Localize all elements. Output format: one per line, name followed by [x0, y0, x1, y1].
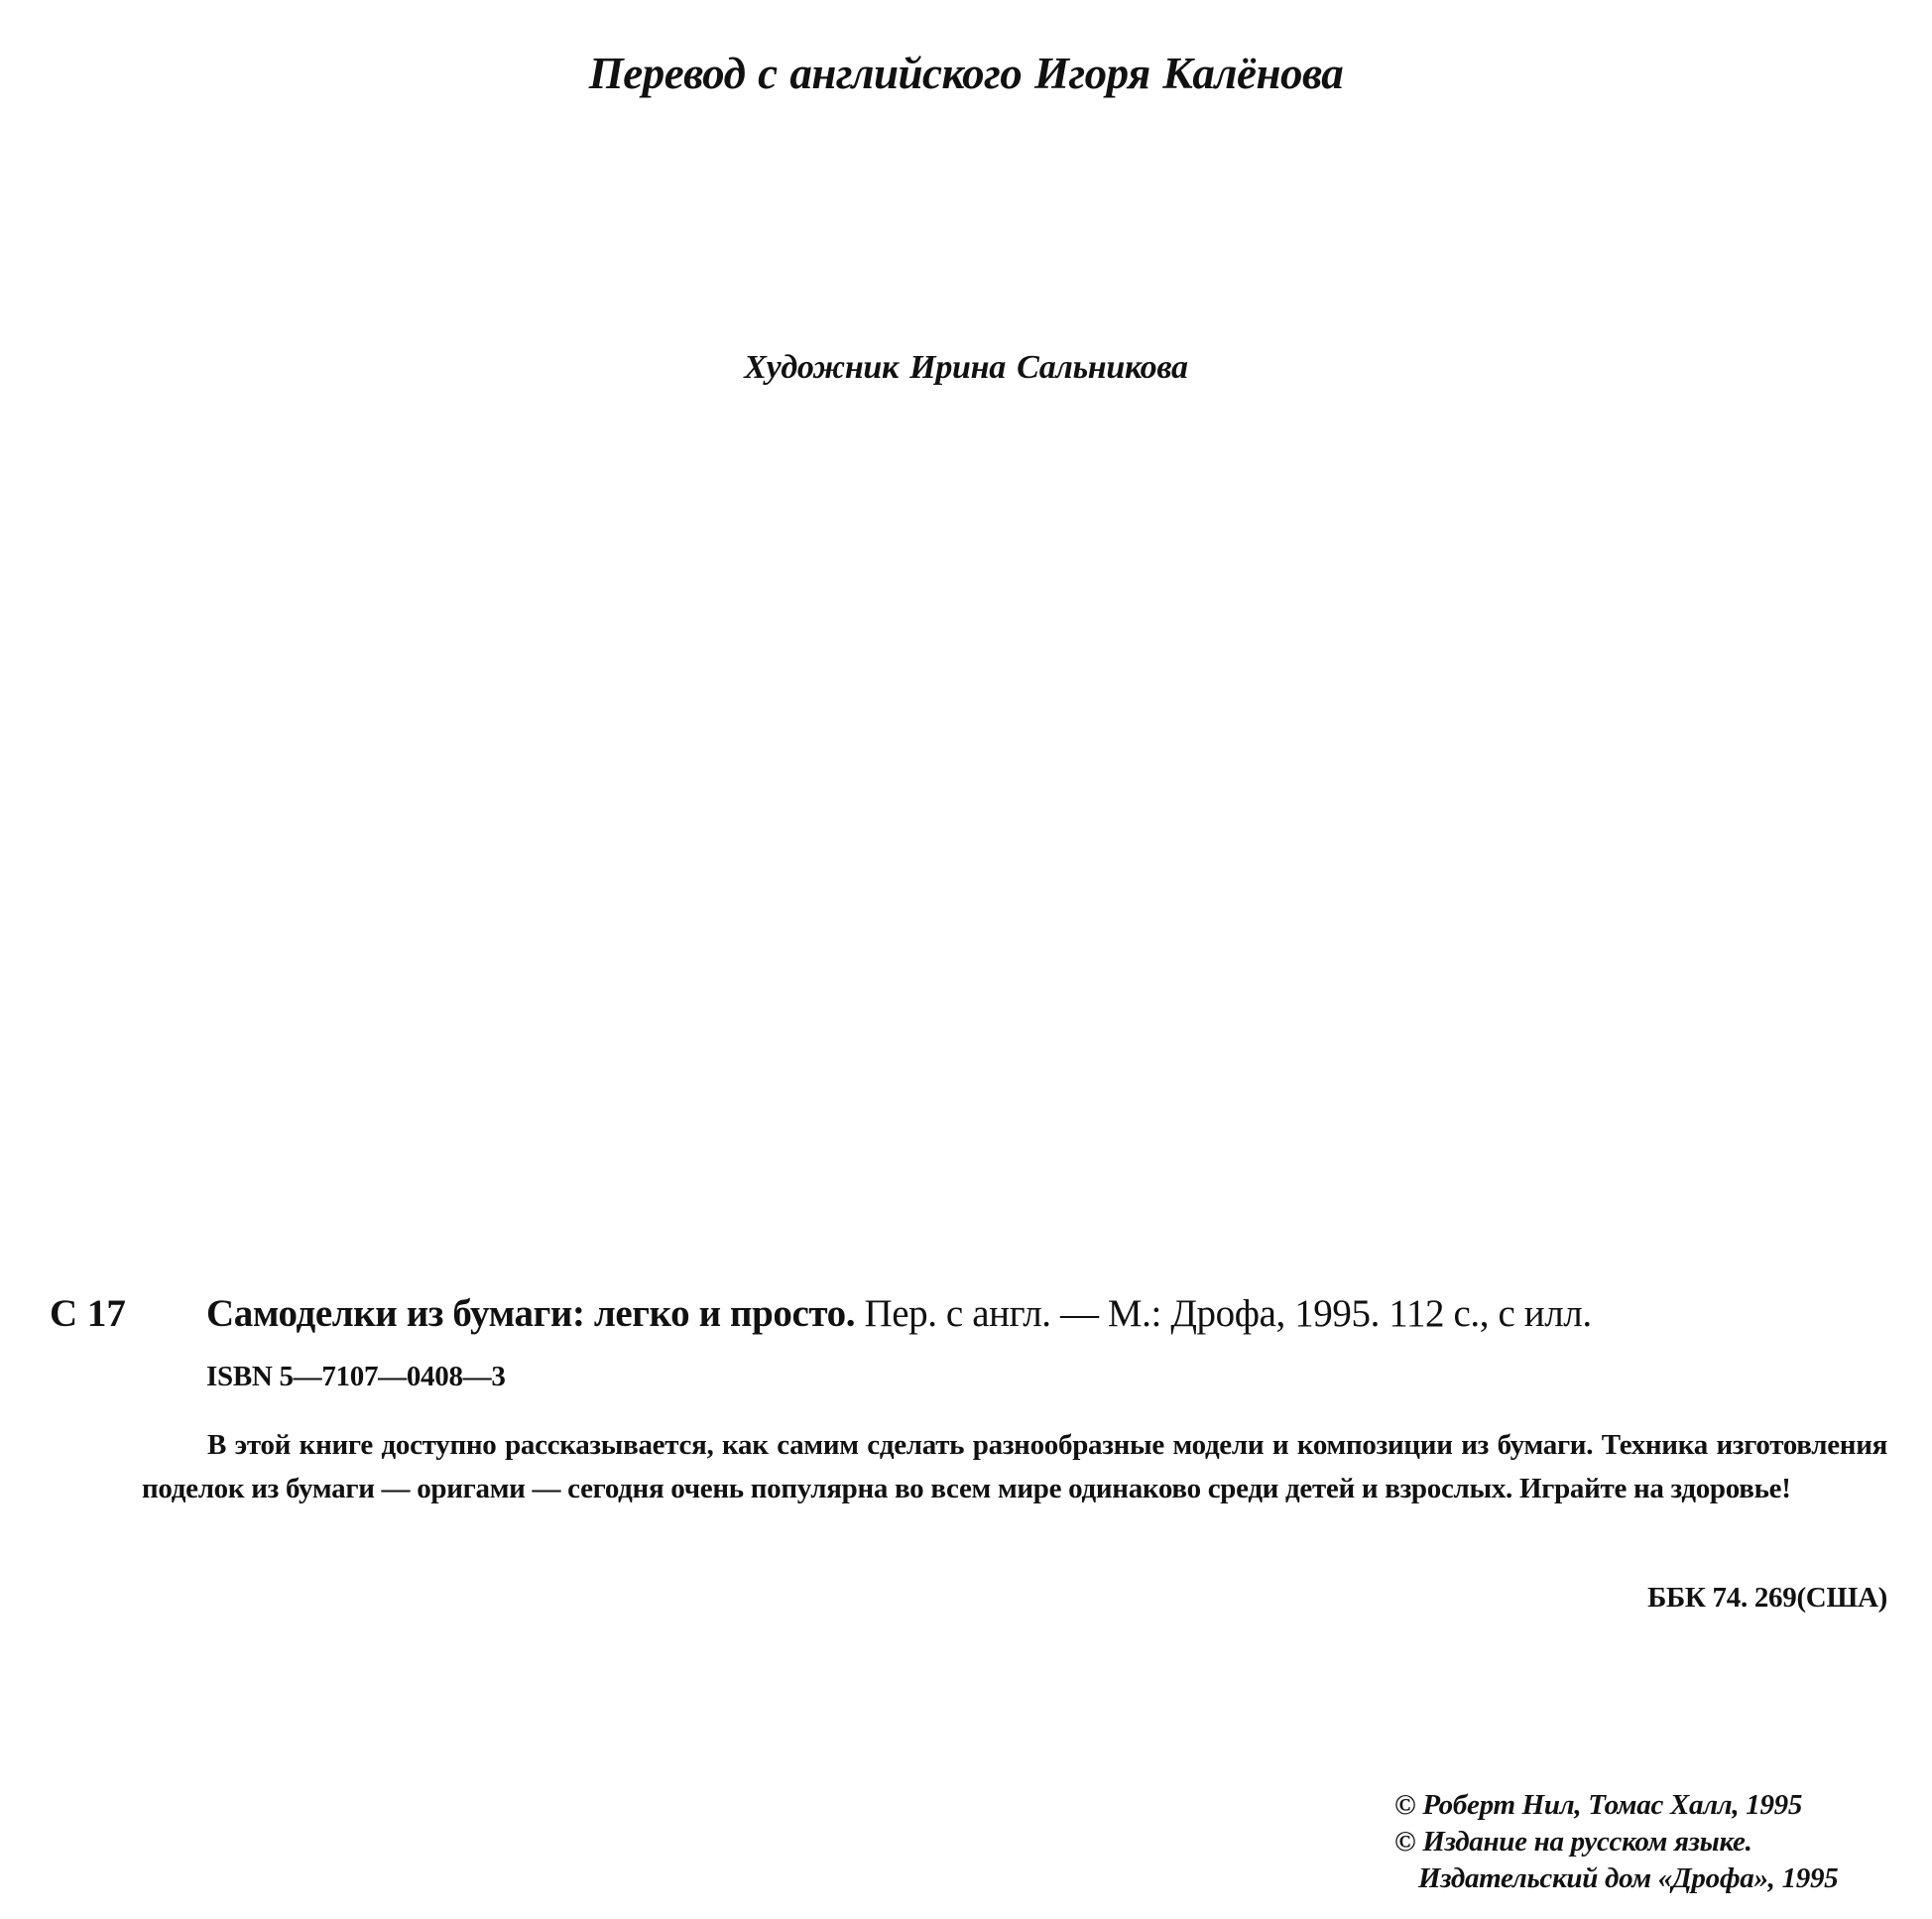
bbk-classification: ББК 74. 269(США)	[1647, 1582, 1887, 1614]
copyright-authors: © Роберт Нил, Томас Халл, 1995	[1394, 1789, 1803, 1821]
copyright-russian-edition: © Издание на русском языке.	[1394, 1826, 1752, 1858]
illustrator-credit: Художник Ирина Сальникова	[744, 349, 1188, 386]
copyright-block	[1389, 1787, 1889, 1897]
copyright-publisher: Издательский дом «Дрофа», 1995	[1418, 1862, 1839, 1894]
translator-credit: Перевод с английского Игоря Калёнова	[588, 49, 1344, 98]
publication-info: Пер. с англ. — М.: Дрофа, 1995. 112 с., с илл.	[855, 1292, 1592, 1335]
book-annotation: В этой книге доступно рассказывается, как самим сделать разнообразные модели и композиции из бумаги. Техника изготовления поделок из бумаги — оригами — сегодня очень популярна во всем мире одинаково среди детей и взрослых. Играйте на здоровье!	[142, 1429, 1887, 1504]
library-class-code: С 17	[50, 1292, 126, 1335]
bibliographic-citation	[206, 1291, 1872, 1336]
book-title: Самоделки из бумаги: легко и просто.	[206, 1292, 856, 1335]
isbn-number: ISBN 5—7107—0408—3	[206, 1361, 506, 1392]
